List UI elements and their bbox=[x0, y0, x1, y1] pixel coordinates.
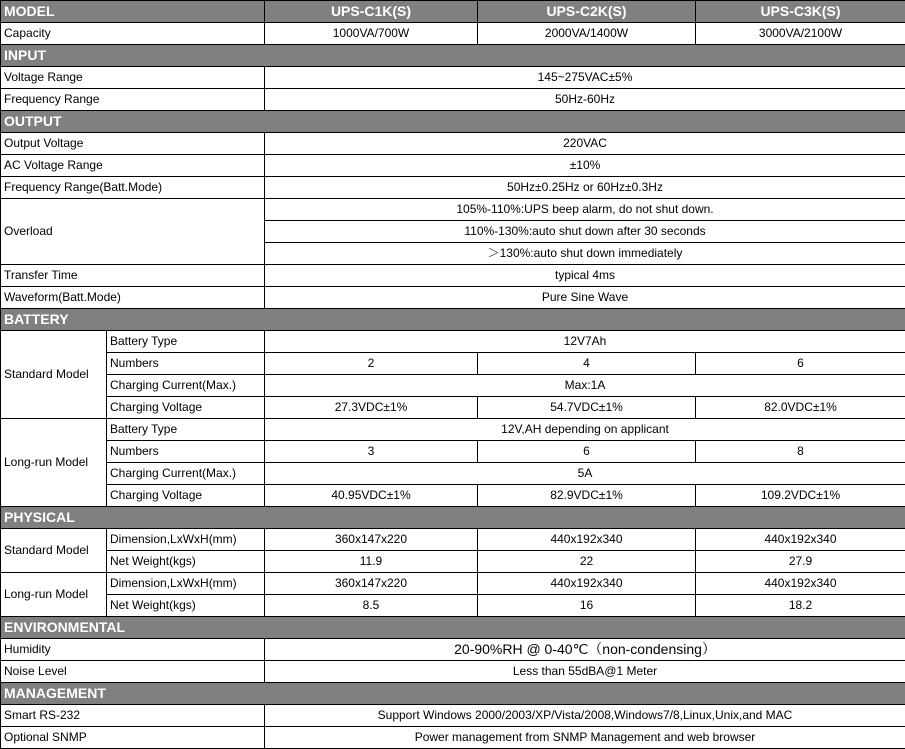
charging-voltage-c1k: 40.95VDC±1% bbox=[265, 485, 478, 507]
noise-level-value: Less than 55dBA@1 Meter bbox=[265, 661, 905, 683]
input-section-title: INPUT bbox=[1, 45, 905, 67]
output-voltage-label: Output Voltage bbox=[1, 133, 265, 155]
charging-voltage-c3k: 109.2VDC±1% bbox=[696, 485, 905, 507]
overload-value-2: 110%-130%:auto shut down after 30 seconds bbox=[265, 221, 905, 243]
input-section-row bbox=[1, 45, 905, 67]
output-section-title: OUTPUT bbox=[1, 111, 905, 133]
physical-standard-model-label: Standard Model bbox=[1, 529, 107, 573]
ac-voltage-row bbox=[1, 155, 905, 177]
battery-standard-current-row bbox=[1, 375, 905, 397]
physical-section-row bbox=[1, 507, 905, 529]
charging-current-value: 5A bbox=[265, 463, 905, 485]
net-weight-c3k: 18.2 bbox=[696, 595, 905, 617]
humidity-row bbox=[1, 639, 905, 661]
net-weight-c1k: 11.9 bbox=[265, 551, 478, 573]
battery-section-title: BATTERY bbox=[1, 309, 905, 331]
overload-value-1: 105%-110%:UPS beep alarm, do not shut down. bbox=[265, 199, 905, 221]
battery-standard-model-label: Standard Model bbox=[1, 331, 107, 419]
physical-section-title: PHYSICAL bbox=[1, 507, 905, 529]
battery-type-value: 12V,AH depending on applicant bbox=[265, 419, 905, 441]
battery-type-value: 12V7Ah bbox=[265, 331, 905, 353]
battery-numbers-c3k: 6 bbox=[696, 353, 905, 375]
battery-standard-voltage-row bbox=[1, 397, 905, 419]
battery-numbers-c2k: 6 bbox=[478, 441, 696, 463]
noise-level-label: Noise Level bbox=[1, 661, 265, 683]
battery-section-row bbox=[1, 309, 905, 331]
physical-standard-dim-row bbox=[1, 529, 905, 551]
output-frequency-row bbox=[1, 177, 905, 199]
physical-longrun-model-label: Long-run Model bbox=[1, 573, 107, 617]
capacity-label: Capacity bbox=[1, 23, 265, 45]
battery-longrun-type-row bbox=[1, 419, 905, 441]
header-row bbox=[1, 1, 905, 23]
transfer-time-row bbox=[1, 265, 905, 287]
physical-standard-weight-row bbox=[1, 551, 905, 573]
waveform-value: Pure Sine Wave bbox=[265, 287, 905, 309]
model-header: MODEL bbox=[1, 1, 265, 23]
battery-numbers-label: Numbers bbox=[107, 353, 265, 375]
management-section-title: MANAGEMENT bbox=[1, 683, 905, 705]
net-weight-label: Net Weight(kgs) bbox=[107, 595, 265, 617]
dimension-c2k: 440x192x340 bbox=[478, 573, 696, 595]
battery-numbers-c3k: 8 bbox=[696, 441, 905, 463]
input-frequency-label: Frequency Range bbox=[1, 89, 265, 111]
humidity-value: 20-90%RH @ 0-40℃（non-condensing） bbox=[265, 639, 905, 661]
battery-numbers-c1k: 2 bbox=[265, 353, 478, 375]
battery-longrun-voltage-row bbox=[1, 485, 905, 507]
input-voltage-label: Voltage Range bbox=[1, 67, 265, 89]
overload-value-3: ＞130%:auto shut down immediately bbox=[265, 243, 905, 265]
capacity-row bbox=[1, 23, 905, 45]
ac-voltage-value: ±10% bbox=[265, 155, 905, 177]
overload-label: Overload bbox=[1, 199, 265, 265]
environmental-section-title: ENVIRONMENTAL bbox=[1, 617, 905, 639]
waveform-row bbox=[1, 287, 905, 309]
model-c3k-header: UPS-C3K(S) bbox=[696, 1, 905, 23]
net-weight-c1k: 8.5 bbox=[265, 595, 478, 617]
dimension-c3k: 440x192x340 bbox=[696, 573, 905, 595]
output-frequency-label: Frequency Range(Batt.Mode) bbox=[1, 177, 265, 199]
battery-numbers-c1k: 3 bbox=[265, 441, 478, 463]
output-section-row bbox=[1, 111, 905, 133]
charging-voltage-c2k: 82.9VDC±1% bbox=[478, 485, 696, 507]
capacity-c1k: 1000VA/700W bbox=[265, 23, 478, 45]
dimension-label: Dimension,LxWxH(mm) bbox=[107, 529, 265, 551]
dimension-c1k: 360x147x220 bbox=[265, 529, 478, 551]
battery-numbers-c2k: 4 bbox=[478, 353, 696, 375]
snmp-value: Power management from SNMP Management and web browser bbox=[265, 727, 905, 749]
output-voltage-value: 220VAC bbox=[265, 133, 905, 155]
environmental-section-row bbox=[1, 617, 905, 639]
battery-standard-numbers-row bbox=[1, 353, 905, 375]
dimension-c2k: 440x192x340 bbox=[478, 529, 696, 551]
input-voltage-row bbox=[1, 67, 905, 89]
net-weight-label: Net Weight(kgs) bbox=[107, 551, 265, 573]
transfer-time-value: typical 4ms bbox=[265, 265, 905, 287]
output-voltage-row bbox=[1, 133, 905, 155]
charging-voltage-c2k: 54.7VDC±1% bbox=[478, 397, 696, 419]
charging-current-label: Charging Current(Max.) bbox=[107, 463, 265, 485]
input-frequency-row bbox=[1, 89, 905, 111]
battery-longrun-current-row bbox=[1, 463, 905, 485]
net-weight-c2k: 16 bbox=[478, 595, 696, 617]
snmp-row bbox=[1, 727, 905, 749]
dimension-label: Dimension,LxWxH(mm) bbox=[107, 573, 265, 595]
rs232-value: Support Windows 2000/2003/XP/Vista/2008,Windows7/8,Linux,Unix,and MAC bbox=[265, 705, 905, 727]
humidity-label: Humidity bbox=[1, 639, 265, 661]
snmp-label: Optional SNMP bbox=[1, 727, 265, 749]
model-c2k-header: UPS-C2K(S) bbox=[478, 1, 696, 23]
battery-standard-type-row bbox=[1, 331, 905, 353]
dimension-c3k: 440x192x340 bbox=[696, 529, 905, 551]
charging-current-label: Charging Current(Max.) bbox=[107, 375, 265, 397]
charging-voltage-label: Charging Voltage bbox=[107, 485, 265, 507]
waveform-label: Waveform(Batt.Mode) bbox=[1, 287, 265, 309]
charging-voltage-c1k: 27.3VDC±1% bbox=[265, 397, 478, 419]
model-c1k-header: UPS-C1K(S) bbox=[265, 1, 478, 23]
physical-longrun-dim-row bbox=[1, 573, 905, 595]
battery-type-label: Battery Type bbox=[107, 419, 265, 441]
management-section-row bbox=[1, 683, 905, 705]
physical-longrun-weight-row bbox=[1, 595, 905, 617]
net-weight-c2k: 22 bbox=[478, 551, 696, 573]
overload-row-1 bbox=[1, 199, 905, 221]
net-weight-c3k: 27.9 bbox=[696, 551, 905, 573]
dimension-c1k: 360x147x220 bbox=[265, 573, 478, 595]
ac-voltage-label: AC Voltage Range bbox=[1, 155, 265, 177]
rs232-row bbox=[1, 705, 905, 727]
charging-voltage-label: Charging Voltage bbox=[107, 397, 265, 419]
input-voltage-value: 145~275VAC±5% bbox=[265, 67, 905, 89]
rs232-label: Smart RS-232 bbox=[1, 705, 265, 727]
capacity-c3k: 3000VA/2100W bbox=[696, 23, 905, 45]
transfer-time-label: Transfer Time bbox=[1, 265, 265, 287]
output-frequency-value: 50Hz±0.25Hz or 60Hz±0.3Hz bbox=[265, 177, 905, 199]
battery-type-label: Battery Type bbox=[107, 331, 265, 353]
noise-level-row bbox=[1, 661, 905, 683]
battery-longrun-model-label: Long-run Model bbox=[1, 419, 107, 507]
charging-current-value: Max:1A bbox=[265, 375, 905, 397]
battery-longrun-numbers-row bbox=[1, 441, 905, 463]
input-frequency-value: 50Hz-60Hz bbox=[265, 89, 905, 111]
capacity-c2k: 2000VA/1400W bbox=[478, 23, 696, 45]
charging-voltage-c3k: 82.0VDC±1% bbox=[696, 397, 905, 419]
battery-numbers-label: Numbers bbox=[107, 441, 265, 463]
